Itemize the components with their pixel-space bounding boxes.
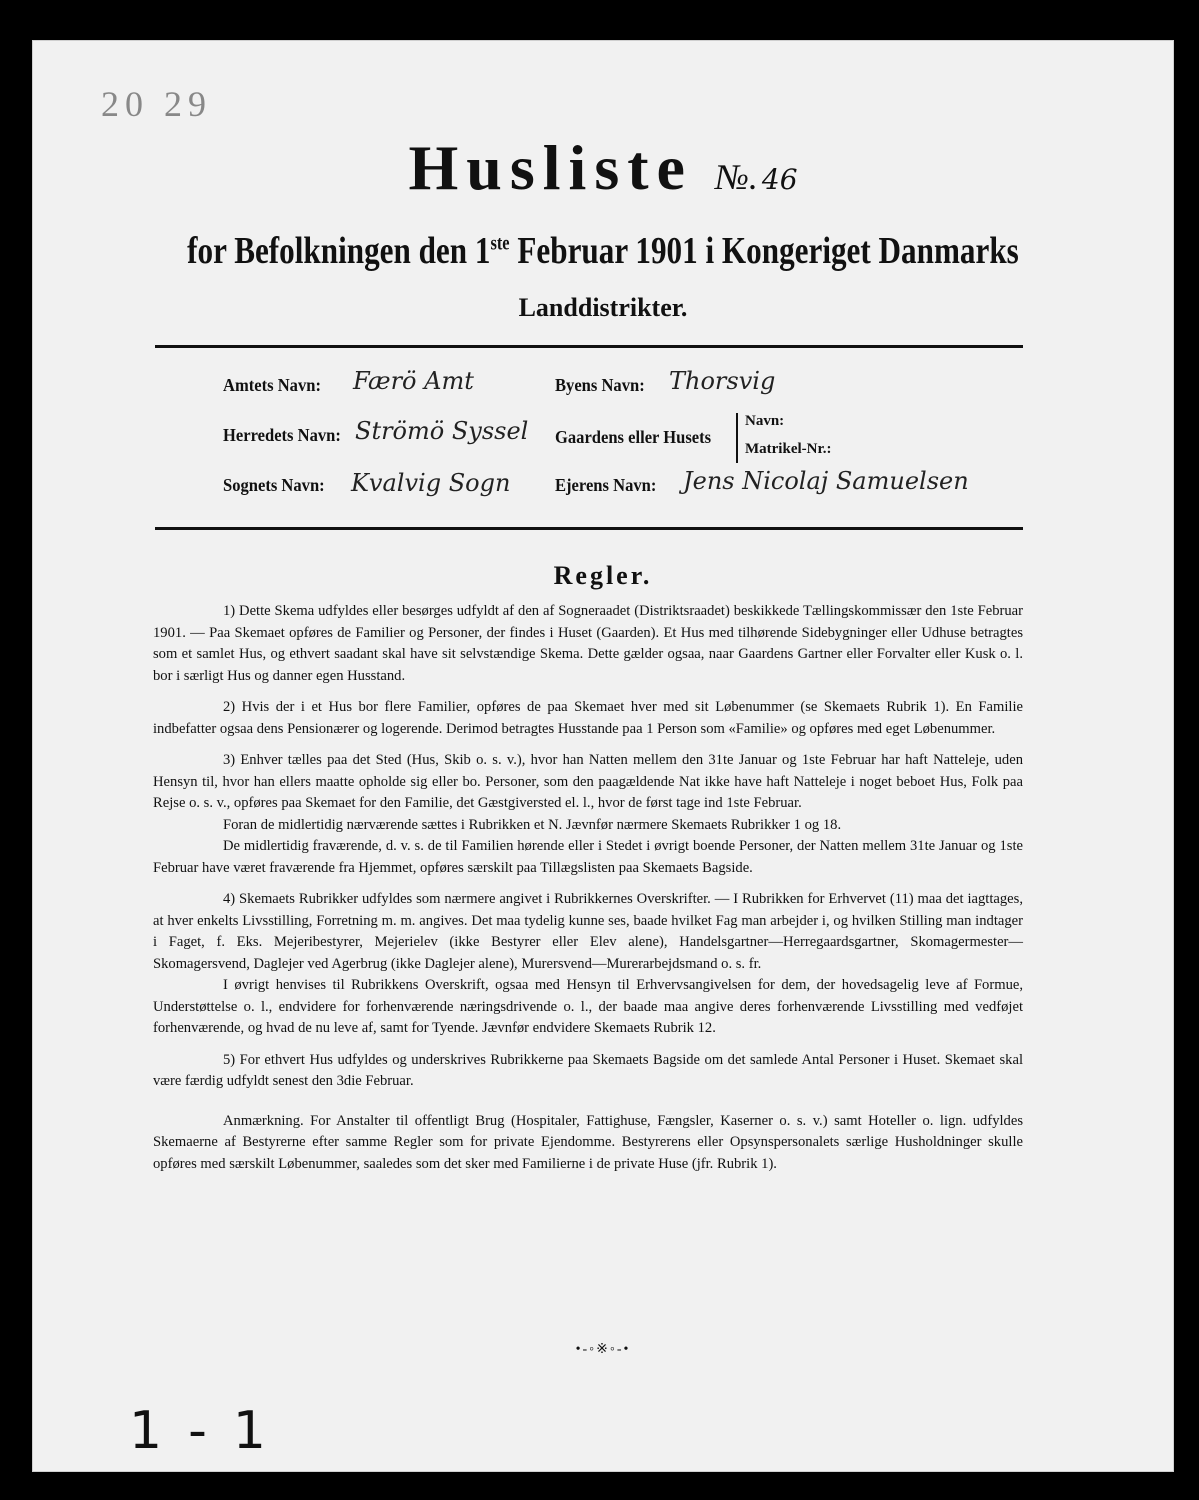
rule-4b: I øvrigt henvises til Rubrikkens Overskrift, ogsaa med Hensyn til Erhvervsangivelsen for dem, der hovedsagelig leve af Formue, Understøttelse o. l., endvidere for forhenværende næringsdrivende o. l., der baade maa angive deres forhenværende Livsstilling med vedføjet forhenværende, og hvad de nu leve af, samt for Tyende. Jævnfør endvidere Skemaets Rubrik 12. [153,977,1023,1036]
gaard-navn-label: Navn: [745,413,785,429]
census-form-page [32,40,1174,1472]
rule-3: 3) Enhver tælles paa det Sted (Hus, Skib o. s. v.), hvor han Natten mellem den 31te Januar og 1ste Februar har haft Natteleje, uden Hensyn til, hvor han ellers maatte opholde sig eller bo. Personer, som den paagældende Nat ikke have haft Natteleje i noget beboet Hus, Folk paa Rejse o. s. v., opføres paa Skemaet for den Familie, det Gæstgiversted el. l., hvor de først tage ind 1ste Februar. [153,752,1023,811]
rules-heading: Regler. [553,561,653,590]
ejer-label: Ejerens Navn: [555,475,657,495]
bottom-divider [155,527,1023,530]
subtitle-superscript: ste [490,232,510,255]
by-label: Byens Navn: [555,375,645,395]
form-title: Husliste [408,132,693,203]
rule-1: 1) Dette Skema udfyldes eller besørges udfyldt af den af Sogneraadet (Distriktsraadet) beskikkede Tællingskommissær den 1ste Februar 1901. — Paa Skemaet opføres de Familier og Personer, der findes i Huset (Gaarden). Et Hus med tilhørende Sidebygninger eller Udhuse betragtes som et samlet Hus, og ethvert saadant skal have sit selvstændige Skema. Dette gælder ogsaa, naar Gaardens Gartner eller Forvalter eller Kusk o. l. bor i særligt Hus og danner egen Husstand. [153,603,1023,684]
gaard-matrikel-label: Matrikel-Nr.: [745,441,832,457]
amt-value: Færö Amt [353,367,474,395]
form-subtitle [136,229,1071,273]
district-heading: Landdistrikter. [518,293,688,322]
sogn-label: Sognets Navn: [223,475,325,495]
rule-3b: Foran de midlertidig nærværende sættes i Rubrikken et N. Jævnfør nærmere Skemaets Rubrikker 1 og 18. [223,816,842,833]
amt-label: Amtets Navn: [223,375,321,395]
rule-3c: De midlertidig fraværende, d. v. s. de til Familien hørende eller i Stedet i øvrigt boende Personer, der Natten mellem 31te Januar og 1ste Februar have været fraværende fra Hjemmet, opføres særskilt paa Tillægslisten paa Skemaets Bagside. [153,838,1023,876]
subtitle-part-a: for Befolkningen den 1 [187,230,491,272]
title-row [33,131,1173,205]
sogn-value: Kvalvig Sogn [351,469,511,497]
rule-5: 5) For ethvert Hus udfyldes og underskrives Rubrikkerne paa Skemaets Bagside om det samlede Antal Personer i Huset. Skemaet skal være færdig udfyldt senest den 3die Februar. [153,1051,1023,1089]
gaard-brace [736,413,738,463]
rule-2: 2) Hvis der i et Hus bor flere Familier, opføres de paa Skemaet hver med sit Løbenummer (se Skemaets Rubrik 1). En Familie indbefatter ogsaa dens Pensionærer og logerende. Derimod betragtes Husstande paa 1 Person som «Familie» og opføres med eget Løbenummer. [153,699,1023,737]
form-number: 46 [761,163,798,196]
number-sign: №. [714,157,758,197]
rule-note: Anmærkning. For Anstalter til offentligt Brug (Hospitaler, Fattighuse, Fængsler, Kaserner o. s. v.) samt Hoteller o. lign. udfyldes Skemaerne af Bestyrerne efter samme Regler som for private Ejendomme. Bestyrerens eller Opsynspersonalets særlige Husholdninger skulle opføres med særskilt Løbenummer, saaledes som det sker med Familierne i de private Huse (jfr. Rubrik 1). [153,1112,1023,1172]
pencil-mark: 1-1 [129,1401,292,1461]
ejer-value: Jens Nicolaj Samuelsen [683,467,969,495]
rules-body [153,601,1023,1185]
by-value: Thorsvig [669,367,776,395]
herred-value: Strömö Syssel [355,417,529,445]
subtitle-part-b: Februar 1901 i Kongeriget Danmarks [509,230,1019,272]
archive-stamp-numbers: 20 29 [101,84,212,124]
gaard-label: Gaardens eller Husets [555,427,712,447]
ornament: •-◦※◦-• [575,1342,631,1357]
top-divider [155,345,1023,348]
rule-4: 4) Skemaets Rubrikker udfyldes som nærmere angivet i Rubrikkernes Overskrifter. — I Rubrikken for Erhvervet (11) maa det iagttages, at hver enkelts Livsstilling, Forretning m. m. angives. Det maa tydelig kunne ses, baade hvilket Fag man arbejder i, og hvilken Stilling man indtager i Faget, f. Eks. Mejeribestyrer, Mejerielev (ikke Bestyrer eller Elev alene), Handelsgartner—Herregaardsgartner, Skomagermester—Skomagersvend, Daglejer ved Agerbrug (ikke Daglejer alene), Murersvend—Murerarbejdsmand o. s. fr. [153,891,1023,972]
herred-label: Herredets Navn: [223,425,341,445]
